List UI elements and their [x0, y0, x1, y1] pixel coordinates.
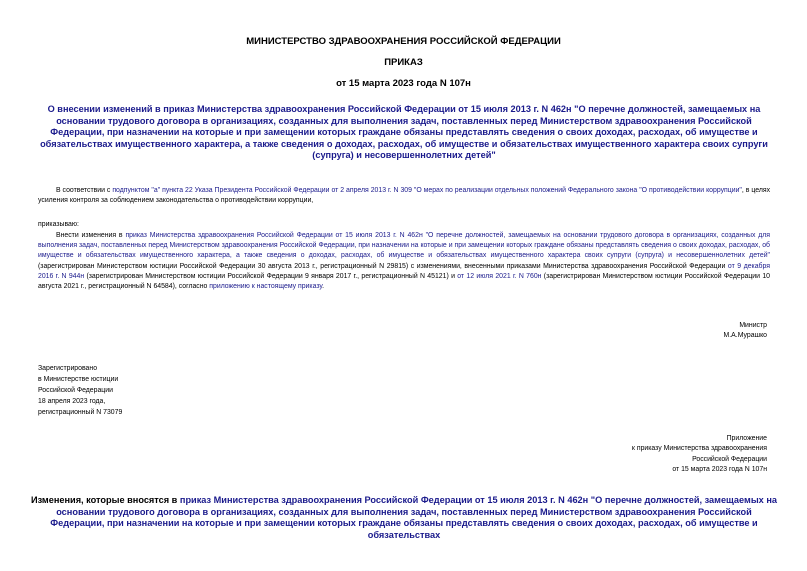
para3-text-d: (зарегистрирован Министерством юстиции Российской Федерации 10 августа 2021 г., регистрационный N 64584), согласно [38, 272, 770, 291]
para3-text-e: . [322, 283, 325, 291]
paragraph-changes [38, 231, 770, 292]
title2-rest: "О перечне должностей, замещаемых на основании трудового договора в организациях, созданных для выполнения задач, поставленных перед Министерством здравоохранения Российской Федерации, при назначении на которые и при замещении которых граждане обязаны представлять сведения о своих доходах, расходах, об имуществе и обязательствах [50, 495, 777, 540]
registration-line: в Министерстве юстиции [38, 376, 119, 383]
appendix-line: Приложение [726, 435, 767, 442]
order-944n-link[interactable]: от 9 декабря 2016 г. N 944н [38, 262, 770, 280]
appendix-line: к приказу Министерства здравоохранения [631, 445, 767, 453]
appendix-line: от 15 марта 2023 года N 107н [672, 465, 767, 473]
signature-name: М.А.Мурашко [723, 332, 767, 340]
paragraph-order: приказываю: [38, 221, 79, 228]
title-order-link[interactable]: приказ Министерства здравоохранения Российской Федерации от 15 июля 2013 г. N 462н [163, 104, 572, 114]
decree-link[interactable]: подпунктом "а" пункта 22 Указа Президента Российской Федерации от 2 апреля 2013 г. N 309 "О мерах по реализации отдельных положений Федерального закона "О противодействии коррупции" [112, 187, 742, 194]
para1-text-b: , в целях усиления контроля за соблюдением законодательства о противодействии коррупции, [38, 187, 771, 205]
appendix-title [30, 495, 778, 541]
order-462n-link[interactable]: приказ Министерства здравоохранения Российской Федерации от 15 июля 2013 г. N 462н "О перечне должностей, замещаемых на основании трудового договора в организациях, созданных для выполнения задач, поставленных перед Министерством здравоохранения Российской Федерации, при назначении на которые и при замещении которых граждане обязаны представлять сведения о своих доходах, расходах, об имуществе и обязательствах имущественного характера, а также сведения о доходах, расходах, об имуществе и обязательствах имущественного характера своих супруги (супруга) и несовершеннолетних детей" [38, 232, 770, 260]
ministry-heading: МИНИСТЕРСТВО ЗДРАВООХРАНЕНИЯ РОССИЙСКОЙ ФЕДЕРАЦИИ [246, 36, 561, 47]
registration-line: регистрационный N 73079 [38, 409, 123, 416]
para1-text-a: В соответствии с [56, 187, 113, 194]
document-title [38, 104, 770, 162]
para3-text-a: Внести изменения в [56, 232, 126, 239]
signature-position: Министр [739, 322, 767, 329]
signature-block [724, 321, 767, 342]
order-760n-link[interactable]: от 12 июля 2021 г. N 760н [457, 272, 542, 280]
title-prefix: О внесении изменений в [47, 104, 164, 114]
paragraph-basis [38, 186, 770, 206]
title2-order-link[interactable]: приказ Министерства здравоохранения Российской Федерации от 15 июля 2013 г. N 462н [179, 495, 589, 505]
registration-line: Российской Федерации [38, 387, 113, 394]
para3-text-c: (зарегистрирован Министерством юстиции Российской Федерации 9 января 2017 г., регистрационный N 45121) и [84, 272, 458, 280]
appendix-link[interactable]: приложению к настоящему приказу [209, 283, 323, 291]
para3-text-b: (зарегистрирован Министерством юстиции Российской Федерации 30 августа 2013 г., регистрационный N 29815) с изменениями, внесенными приказами Министерства здравоохранения Российской Федерации [38, 262, 728, 270]
doc-date-number: от 15 марта 2023 года N 107н [336, 78, 471, 89]
appendix-block [632, 434, 767, 475]
appendix-line: Российской Федерации [692, 455, 767, 463]
title-rest: "О перечне должностей, замещаемых на основании трудового договора в организациях, созданных для выполнения задач, поставленных перед Министерством здравоохранения Российской Федерации, при назначении на которые и при замещении которых граждане обязаны представлять сведения о своих доходах, расходах, об имуществе и обязательствах имущественного характера, а также сведения о доходах, расходах, об имуществе и обязательствах имущественного характера своих супруги (супруга) и несовершеннолетних детей" [40, 104, 768, 161]
title2-prefix: Изменения, которые вносятся в [30, 495, 180, 505]
registration-line: 18 апреля 2023 года, [38, 398, 106, 405]
registration-block [38, 363, 122, 418]
doc-type-heading: ПРИКАЗ [384, 57, 423, 68]
registration-line: Зарегистрировано [38, 365, 98, 372]
